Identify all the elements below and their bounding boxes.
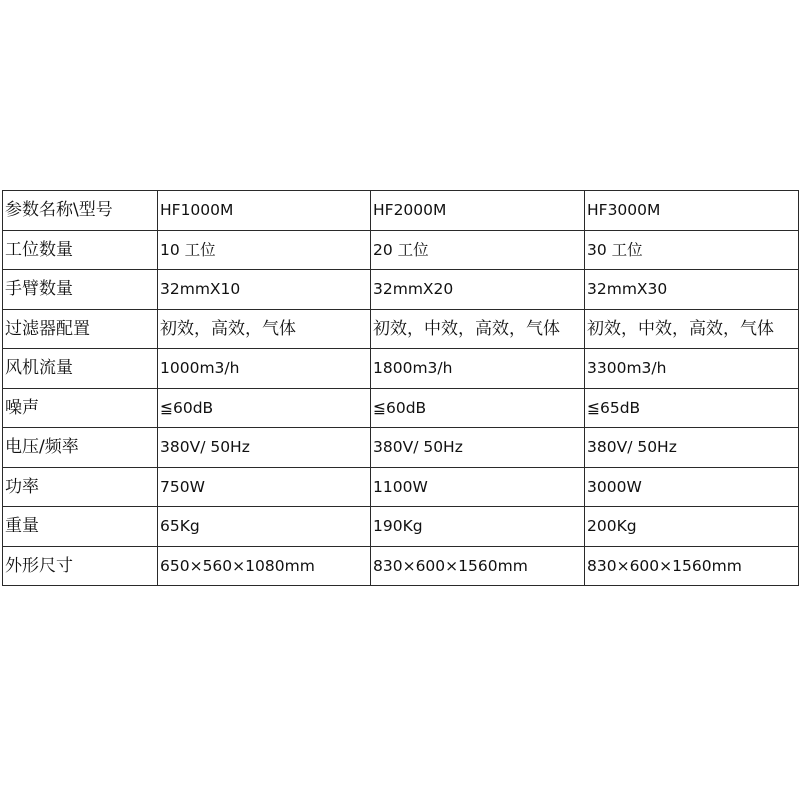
row-label: 过滤器配置	[3, 309, 158, 349]
table-cell: 65Kg	[158, 507, 371, 547]
table-cell: 380V/ 50Hz	[158, 428, 371, 468]
table-cell: 190Kg	[371, 507, 585, 547]
table-cell: 1100W	[371, 467, 585, 507]
table-cell: 830×600×1560mm	[585, 546, 799, 586]
table-row	[3, 546, 799, 586]
table-cell: 200Kg	[585, 507, 799, 547]
header-cell-model-2: HF2000M	[371, 191, 585, 231]
row-label: 外形尺寸	[3, 546, 158, 586]
header-cell-param: 参数名称\型号	[3, 191, 158, 231]
table-cell: ≦60dB	[158, 388, 371, 428]
row-label: 工位数量	[3, 230, 158, 270]
header-cell-model-3: HF3000M	[585, 191, 799, 231]
table-cell: 10 工位	[158, 230, 371, 270]
table-cell: 32mmX20	[371, 270, 585, 310]
table-row	[3, 349, 799, 389]
table-cell: 830×600×1560mm	[371, 546, 585, 586]
header-cell-model-1: HF1000M	[158, 191, 371, 231]
row-label: 功率	[3, 467, 158, 507]
table-cell: 750W	[158, 467, 371, 507]
table-cell: 30 工位	[585, 230, 799, 270]
row-label: 手臂数量	[3, 270, 158, 310]
table-row	[3, 507, 799, 547]
table-row	[3, 230, 799, 270]
table-cell: 3300m3/h	[585, 349, 799, 389]
table-row	[3, 428, 799, 468]
table-cell: 1000m3/h	[158, 349, 371, 389]
table-cell: 初效，高效，气体	[158, 309, 371, 349]
row-label: 电压/频率	[3, 428, 158, 468]
table-cell: 650×560×1080mm	[158, 546, 371, 586]
table-cell: 380V/ 50Hz	[371, 428, 585, 468]
table-row	[3, 467, 799, 507]
spec-table	[2, 190, 799, 586]
table-cell: 20 工位	[371, 230, 585, 270]
table-row	[3, 388, 799, 428]
table-row	[3, 270, 799, 310]
table-header-row	[3, 191, 799, 231]
table-cell: ≦65dB	[585, 388, 799, 428]
table-cell: 3000W	[585, 467, 799, 507]
table-cell: 380V/ 50Hz	[585, 428, 799, 468]
table-cell: 1800m3/h	[371, 349, 585, 389]
row-label: 风机流量	[3, 349, 158, 389]
table-cell: 32mmX10	[158, 270, 371, 310]
row-label: 噪声	[3, 388, 158, 428]
table-row	[3, 309, 799, 349]
table-cell: 初效，中效，高效，气体	[371, 309, 585, 349]
table-cell: 初效，中效，高效，气体	[585, 309, 799, 349]
table-cell: 32mmX30	[585, 270, 799, 310]
row-label: 重量	[3, 507, 158, 547]
table-cell: ≦60dB	[371, 388, 585, 428]
